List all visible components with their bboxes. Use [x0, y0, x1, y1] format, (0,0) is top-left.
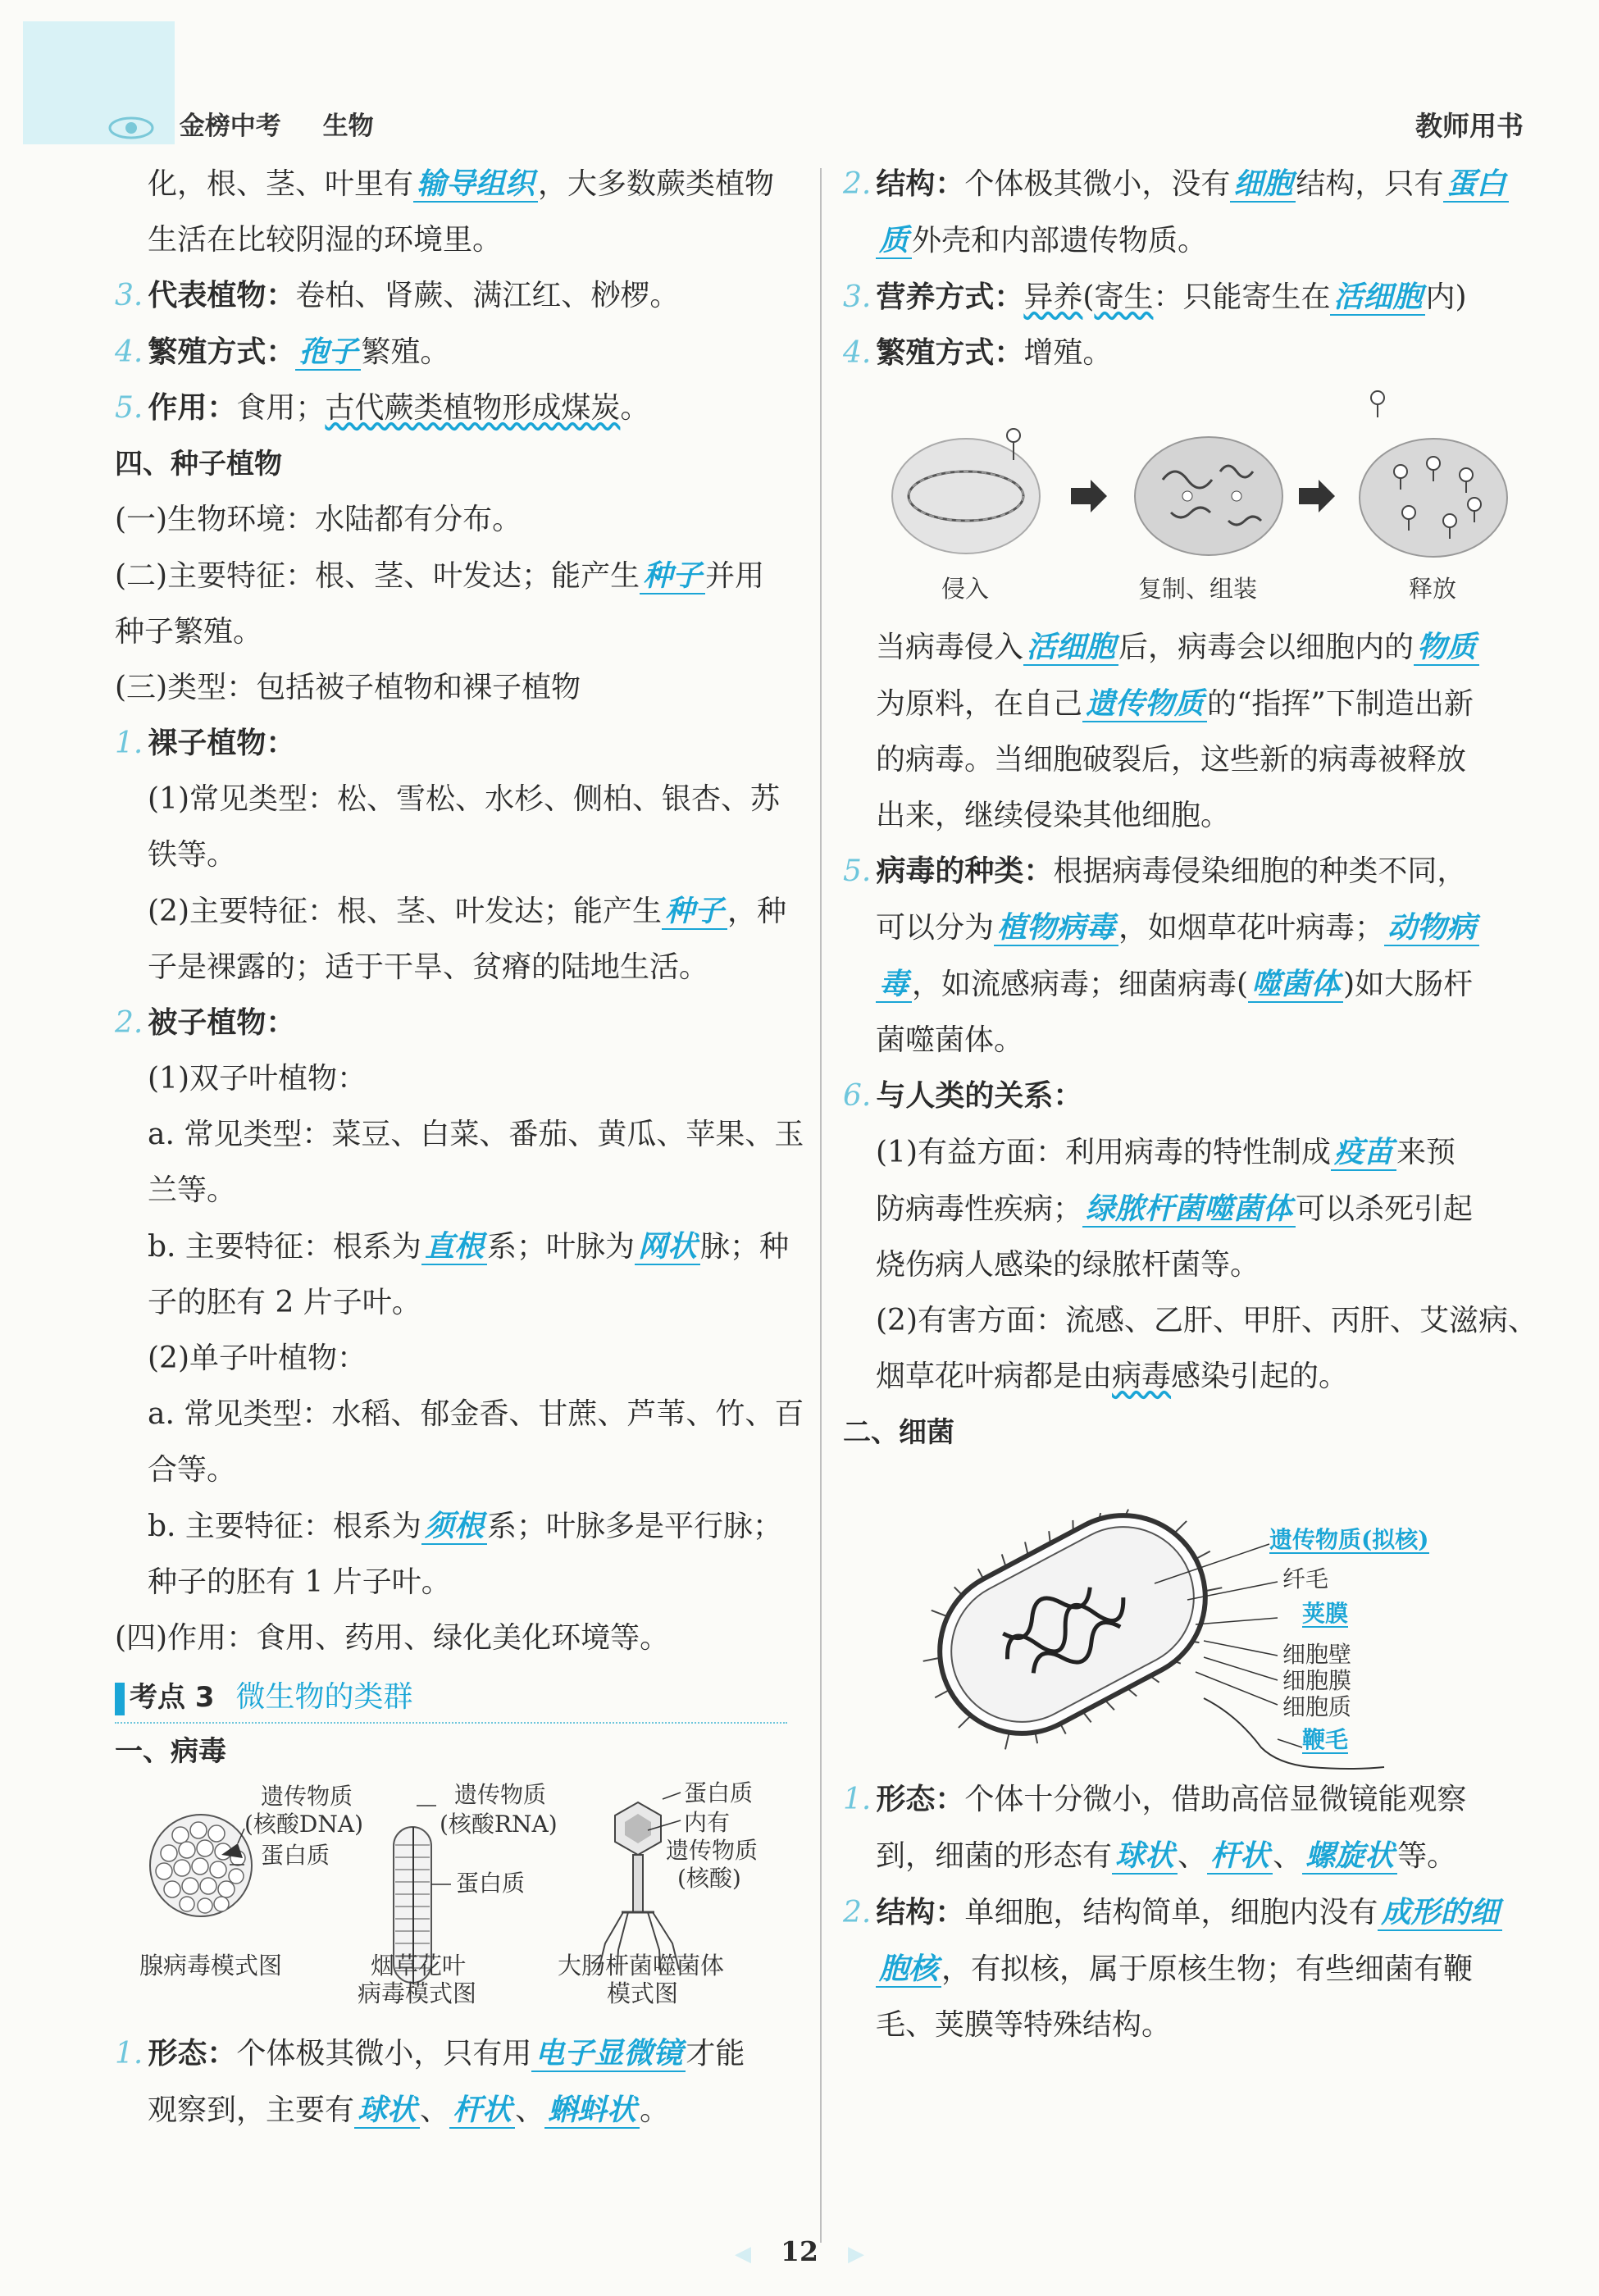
answer-blank: 胞核 [876, 1952, 941, 1988]
answer-blank: 须根 [421, 1509, 487, 1545]
virus-models-figure [115, 1779, 804, 2025]
text-line: 种子繁殖。 [115, 615, 263, 649]
text-line: 子的胚有 2 片子叶。 [148, 1286, 421, 1319]
text-line: (2)主要特征：根、茎、叶发达；能产生 种子 ，种 [148, 894, 787, 928]
caption-replicate: 复制、组装 [1138, 575, 1258, 603]
answer-blank: 噬菌体 [1248, 967, 1343, 1003]
list-item: 5. 作用：食用；古代蕨类植物形成煤炭。 [115, 391, 650, 425]
list-item: 2. 被子植物： [115, 1006, 296, 1040]
answer-blank: 动物病 [1384, 910, 1479, 946]
text-line: (二)主要特征：根、茎、叶发达；能产生 种子 并用 [115, 558, 765, 593]
text-line: 合等。 [148, 1453, 237, 1487]
label-genetic-material-dna: 遗传物质 [261, 1783, 353, 1810]
answer-blank: 遗传物质 [1082, 686, 1207, 722]
label-cell-wall: 细胞壁 [1282, 1641, 1352, 1668]
label-rna: (核酸RNA) [440, 1811, 558, 1838]
caption-tmv-1: 烟草花叶 [371, 1952, 467, 1979]
text-line: a. 常见类型：水稻、郁金香、甘蔗、芦苇、竹、百 [148, 1397, 804, 1431]
section-heading: 四、种子植物 [115, 448, 282, 481]
caption-release: 释放 [1409, 575, 1457, 603]
list-item: 1. 裸子植物： [115, 727, 296, 760]
answer-blank: 蛋白 [1443, 166, 1509, 203]
text-line: 观察到，主要有 球状 、 杆状 、 蝌蚪状 。 [148, 2093, 670, 2127]
answer-blank: 输导组织 [413, 166, 538, 203]
answer-blank: 孢子 [295, 335, 361, 371]
caption-invade: 侵入 [941, 575, 990, 603]
label-cytoplasm: 细胞质 [1282, 1693, 1352, 1720]
label-capsule: 荚膜 [1302, 1600, 1349, 1627]
text-line: b. 主要特征：根系为 须根 系；叶脉多是平行脉； [148, 1509, 782, 1543]
invade-cell-drawing [892, 429, 1040, 554]
label-nucleic-acid: (核酸) [677, 1865, 741, 1892]
label-flagellum: 鞭毛 [1302, 1726, 1349, 1753]
phage-drawing [599, 1793, 681, 1975]
label-genetic-material-nucleoid: 遗传物质(拟核) [1269, 1526, 1429, 1553]
text-line: 到，细菌的形态有 球状 、 杆状 、 螺旋状 等。 [876, 1838, 1457, 1873]
label-dna: (核酸DNA) [244, 1811, 364, 1838]
list-item: 2. 结构：单细胞，结构简单，细胞内没有 成形的细 [843, 1884, 1524, 1941]
bacterium-figure [843, 1460, 1524, 1772]
list-item: 4. 繁殖方式：增殖。 [843, 336, 1113, 370]
subject-title: 生物 [322, 112, 374, 141]
answer-blank: 球状 [354, 2093, 420, 2129]
list-item: 6. 与人类的关系： [843, 1079, 1083, 1113]
answer-blank: 种子 [640, 558, 705, 594]
section-heading: 一、病毒 [115, 1735, 226, 1768]
label-protein-adeno: 蛋白质 [261, 1842, 330, 1869]
answer-blank: 疫苗 [1331, 1135, 1396, 1171]
edition-label: 教师用书 [1415, 110, 1524, 142]
text-line: (一)生物环境：水陆都有分布。 [115, 503, 522, 536]
label-protein-phage: 蛋白质 [684, 1779, 754, 1806]
text-line: (1)常见类型：松、雪松、水杉、侧柏、银杏、苏 [148, 782, 780, 816]
text-line: 可以分为 植物病毒 ，如烟草花叶病毒； 动物病 [843, 900, 1524, 956]
text-line: (2)单子叶植物： [148, 1342, 367, 1375]
answer-blank: 球状 [1112, 1838, 1178, 1875]
list-item: 4. 繁殖方式： 孢子 繁殖。 [115, 335, 450, 369]
answer-blank: 网状 [635, 1229, 700, 1265]
text-line: 子是裸露的；适于干旱、贫瘠的陆地生活。 [148, 950, 709, 984]
text-line: 的病毒。当细胞破裂后，这些新的病毒被释放 [876, 743, 1467, 777]
text-line: (1)双子叶植物： [148, 1062, 367, 1096]
answer-blank: 种子 [662, 894, 727, 930]
answer-blank: 杆状 [1207, 1838, 1273, 1875]
text-line: 质 外壳和内部遗传物质。 [843, 212, 1524, 269]
text-line: (2)有害方面：流感、乙肝、甲肝、丙肝、艾滋病、 [876, 1304, 1538, 1337]
text-line: 铁等。 [148, 838, 237, 872]
eye-logo-icon [107, 116, 156, 140]
label-genetic-material-phage: 遗传物质 [666, 1837, 758, 1864]
text-line: (四)作用：食用、药用、绿化美化环境等。 [115, 1621, 670, 1655]
list-item: 1. 形态：个体十分微小，借助高倍显微镜能观察 [843, 1783, 1467, 1816]
answer-blank: 电子显微镜 [531, 2036, 686, 2072]
page-footer [0, 2235, 1599, 2267]
text-line: 毛、荚膜等特殊结构。 [876, 2008, 1172, 2042]
arrow-icon [1071, 480, 1107, 512]
triangle-right-icon: ▶ [847, 2242, 864, 2266]
right-column [843, 156, 1538, 2053]
answer-blank: 绿脓杆菌噬菌体 [1082, 1191, 1296, 1228]
section-heading: 二、细菌 [843, 1416, 954, 1449]
list-item: 2. 结构：个体极其微小，没有 细胞 结构，只有 蛋白 [843, 156, 1524, 212]
left-column [115, 156, 804, 2139]
text-line: 化，根、茎、叶里有 输导组织 ，大多数蕨类植物 [148, 166, 775, 201]
answer-blank: 活细胞 [1330, 280, 1425, 316]
replicate-cell-drawing [1135, 437, 1282, 555]
text-line: 当病毒侵入 活细胞 后，病毒会以细胞内的 物质 [843, 619, 1524, 676]
answer-blank: 成形的细 [1378, 1895, 1502, 1931]
answer-blank: 毒 [876, 967, 912, 1003]
book-title: 金榜中考 [179, 112, 281, 141]
text-line: 烧伤病人感染的绿脓杆菌等。 [876, 1248, 1260, 1282]
text-line: 种子的胚有 1 片子叶。 [148, 1565, 451, 1599]
caption-tmv-2: 病毒模式图 [358, 1979, 477, 2007]
list-item: 5. 病毒的种类：根据病毒侵染细胞的种类不同， [843, 854, 1467, 888]
answer-blank: 植物病毒 [994, 910, 1118, 946]
label-inside: 内有 [684, 1809, 731, 1836]
text-line: 生活在比较阴湿的环境里。 [148, 223, 503, 257]
adenovirus-drawing [150, 1815, 252, 1916]
answer-blank: 直根 [421, 1229, 487, 1265]
answer-blank: 杆状 [449, 2093, 515, 2129]
text-line: a. 常见类型：菜豆、白菜、番茄、黄瓜、苹果、玉 [148, 1118, 804, 1151]
list-item: 3. 代表植物：卷柏、肾蕨、满江红、桫椤。 [115, 279, 680, 312]
bacterium-drawing [843, 1460, 1524, 1772]
answer-blank: 蝌蚪状 [544, 2093, 640, 2129]
text-line: (1)有益方面：利用病毒的特性制成 疫苗 来预 [876, 1135, 1456, 1169]
text-line: b. 主要特征：根系为 直根 系；叶脉为 网状 脉；种 [148, 1229, 789, 1264]
answer-blank: 细胞 [1230, 166, 1296, 203]
triangle-left-icon: ◀ [735, 2242, 752, 2266]
text-line: 菌噬菌体。 [876, 1023, 1024, 1057]
virus-reproduction-figure [843, 381, 1524, 619]
page-header [107, 105, 374, 142]
column-divider [820, 168, 822, 2243]
exam-point-banner: 考点 3 微生物的类群 [115, 1670, 787, 1724]
answer-blank: 物质 [1414, 630, 1479, 666]
text-line: 毒 ，如流感病毒；细菌病毒( 噬菌体 )如大肠杆 [843, 956, 1524, 1013]
label-cell-membrane: 细胞膜 [1282, 1667, 1352, 1694]
answer-blank: 质 [876, 223, 912, 259]
text-line: 为原料，在自己 遗传物质 的“指挥”下制造出新 [876, 686, 1474, 721]
label-genetic-material-rna: 遗传物质 [454, 1781, 547, 1808]
list-item: 3. 营养方式：异养(寄生：只能寄生在 活细胞 内) [843, 280, 1467, 314]
text-line: 兰等。 [148, 1173, 237, 1207]
release-cell-drawing [1360, 391, 1507, 557]
caption-adenovirus: 腺病毒模式图 [139, 1952, 283, 1979]
caption-phage-1: 大肠杆菌噬菌体 [558, 1952, 725, 1979]
list-item: 1. 形态：个体极其微小，只有用 电子显微镜 才能 [115, 2036, 745, 2070]
label-protein-tmv: 蛋白质 [456, 1870, 526, 1897]
text-line: 胞核 ，有拟核，属于原核生物；有些细菌有鞭 [843, 1941, 1524, 1998]
banner-marker [115, 1683, 125, 1715]
text-line: 烟草花叶病都是由病毒感染引起的。 [876, 1360, 1349, 1393]
text-line: 防病毒性疾病； 绿脓杆菌噬菌体 可以杀死引起 [876, 1191, 1474, 1226]
page-number: 12 [781, 2235, 818, 2267]
text-line: (三)类型：包括被子植物和裸子植物 [115, 671, 581, 704]
arrow-icon [1299, 480, 1335, 512]
text-line: 出来，继续侵染其他细胞。 [876, 799, 1231, 832]
label-pili: 纤毛 [1282, 1565, 1329, 1592]
caption-phage-2: 模式图 [607, 1979, 679, 2007]
answer-blank: 螺旋状 [1302, 1838, 1397, 1875]
answer-blank: 活细胞 [1023, 630, 1118, 666]
